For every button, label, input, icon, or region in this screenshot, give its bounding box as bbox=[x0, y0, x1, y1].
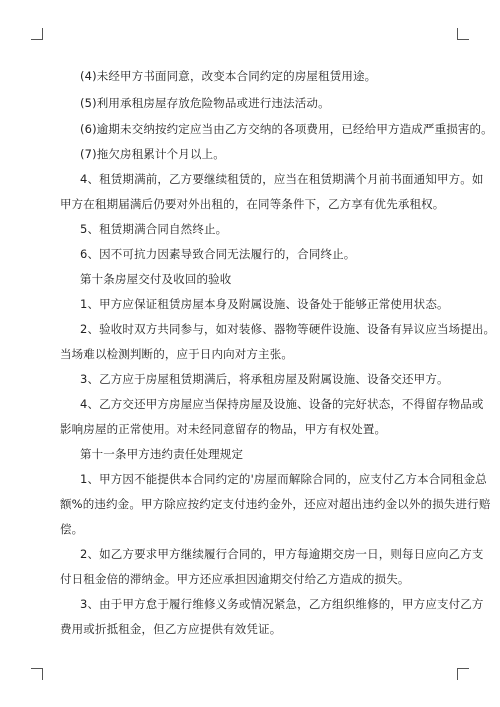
clause-line: 5、租赁期满合同自然终止。 bbox=[80, 222, 228, 236]
clause-line: (5)利用承租房屋存放危险物品或进行违法活动。 bbox=[80, 96, 330, 110]
clause-line: 3、乙方应于房屋租赁期满后，将承租房屋及附属设施、设备交还甲方。 bbox=[80, 372, 449, 386]
clause-line: 2、如乙方要求甲方继续履行合同的，甲方每逾期交房一日，则每日应向乙方支 bbox=[80, 547, 484, 561]
clause-line-continuation: 费用或折抵租金，但乙方应提供有效凭证。 bbox=[60, 622, 282, 636]
clause-line-continuation: 影响房屋的正常使用。对未经同意留存的物品，甲方有权处置。 bbox=[60, 422, 387, 436]
clause-line: 3、由于甲方怠于履行维修义务或情况紧急，乙方组织维修的，甲方应支付乙方 bbox=[80, 597, 484, 611]
clause-line-continuation: 付日租金倍的滞纳金。甲方还应承担因逾期交付给乙方造成的损失。 bbox=[60, 572, 410, 586]
clause-line: 1、甲方应保证租赁房屋本身及附属设施、设备处于能够正常使用状态。 bbox=[80, 297, 449, 311]
clause-line: (6)逾期未交纳按约定应当由乙方交纳的各项费用，已经给甲方造成严重损害的。 bbox=[80, 122, 493, 136]
clause-line: 2、验收时双方共同参与，如对装修、器物等硬件设施、设备有异议应当场提出。 bbox=[80, 322, 496, 336]
clause-line: (4)未经甲方书面同意，改变本合同约定的房屋租赁用途。 bbox=[80, 69, 377, 83]
clause-line-continuation: 额%的违约金。甲方除应按约定支付违约金外，还应对超出违约金以外的损失进行赔 bbox=[60, 497, 491, 511]
section-heading: 第十一条甲方违约责任处理规定 bbox=[80, 447, 244, 461]
clause-line-continuation: 甲方在租期届满后仍要对外出租的，在同等条件下，乙方享有优先承租权。 bbox=[60, 197, 445, 211]
clause-line: (7)拖欠房租累计个月以上。 bbox=[80, 147, 225, 161]
clause-line: 6、因不可抗力因素导致合同无法履行的，合同终止。 bbox=[80, 247, 356, 261]
clause-line: 4、乙方交还甲方房屋应当保持房屋及设施、设备的完好状态，不得留存物品或 bbox=[80, 397, 484, 411]
clause-line-continuation: 偿。 bbox=[60, 522, 84, 536]
clause-line: 1、甲方因不能提供本合同约定的'房屋而解除合同的，应支付乙方本合同租金总 bbox=[80, 472, 487, 486]
clause-line: 4、租赁期满前，乙方要继续租赁的，应当在租赁期满个月前书面通知甲方。如 bbox=[80, 172, 484, 186]
section-heading: 第十条房屋交付及收回的验收 bbox=[80, 272, 232, 286]
clause-line-continuation: 当场难以检测判断的，应于日内向对方主张。 bbox=[60, 347, 293, 361]
